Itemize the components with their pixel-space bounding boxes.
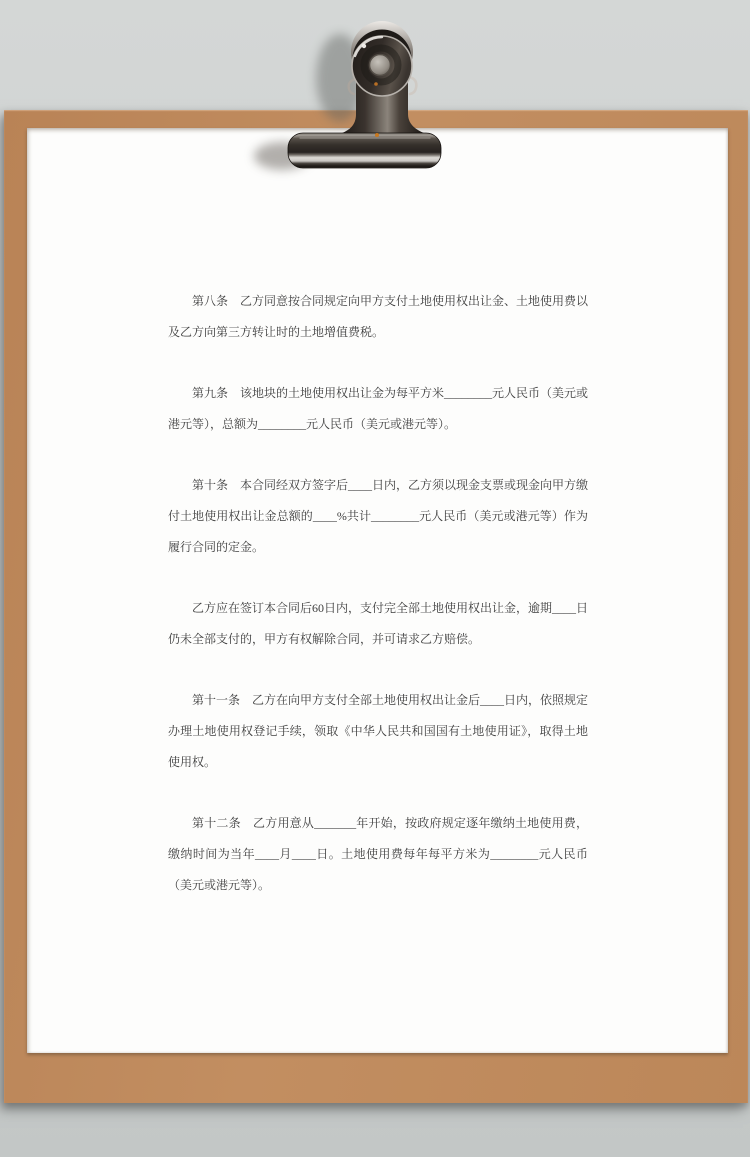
clip-stem-rivet [375,133,379,137]
clipboard [4,110,748,1103]
paragraph-article-11: 第十一条 乙方在向甲方支付全部土地使用权出让金后____日内，依照规定办理土地使用权登记手续，领取《中华人民共和国国有土地使用证》，取得土地使用权。 [168,693,589,769]
binder-clip [280,18,475,178]
paragraph-article-9: 第九条 该地块的土地使用权出让金为每平方米________元人民币（美元或港元等），总额为________元人民币（美元或港元等）。 [168,386,589,431]
document-paper [27,128,728,1053]
paragraph-article-8: 第八条 乙方同意按合同规定向甲方支付土地使用权出让金、土地使用费以及乙方向第三方转让时的土地增值费税。 [168,294,589,339]
paragraph-article-10-cont: 乙方应在签订本合同后60日内，支付完全部土地使用权出让金，逾期____日仍未全部支付的，甲方有权解除合同，并可请求乙方赔偿。 [168,601,589,646]
clip-face-rivet [374,82,378,86]
clip-knob-face [352,36,412,96]
contract-text-block [168,286,588,931]
paragraph-article-12: 第十二条 乙方用意从_______年开始，按政府规定逐年缴纳土地使用费，缴纳时间为当年____月____日。土地使用费每年每平方米为________元人民币（美元或港元等）。 [168,816,588,892]
paragraph-article-10: 第十条 本合同经双方签字后____日内，乙方须以现金支票或现金向甲方缴付土地使用权出让金总额的____%共计________元人民币（美元或港元等）作为履行合同的定金。 [168,478,589,554]
clip-bar [288,133,441,168]
